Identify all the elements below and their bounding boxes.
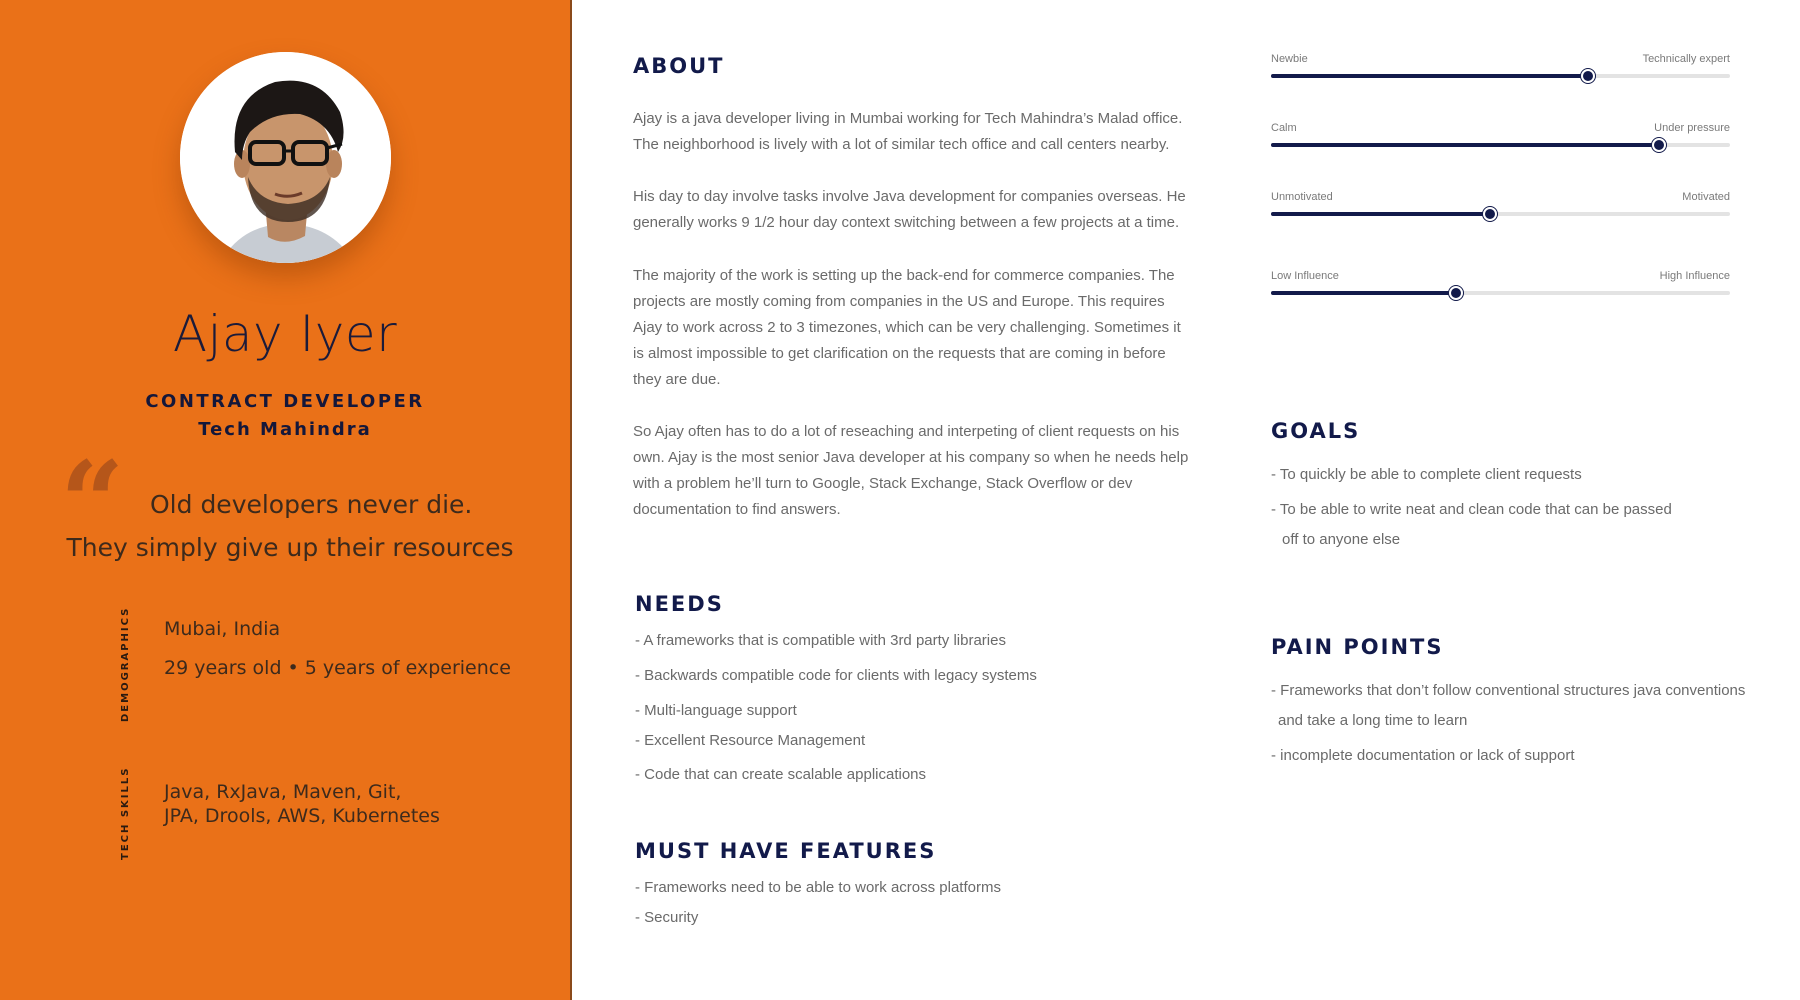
needs-heading: NEEDS xyxy=(635,592,724,616)
slider-left-label: Low Influence xyxy=(1271,270,1339,282)
goals-heading: GOALS xyxy=(1271,419,1361,443)
trait-slider-expertise xyxy=(1271,53,1730,93)
pain-points-item-1-line-2: and take a long time to learn xyxy=(1278,712,1468,729)
must-have-item-2: - Security xyxy=(635,909,699,926)
quote-line-1: Old developers never die. xyxy=(150,490,473,519)
persona-role: CONTRACT DEVELOPER xyxy=(145,391,425,412)
slider-left-label: Calm xyxy=(1271,122,1297,134)
must-have-heading: MUST HAVE FEATURES xyxy=(635,839,937,863)
goals-item-1: - To quickly be able to complete client requests xyxy=(1271,466,1582,483)
profile-panel xyxy=(0,0,570,1000)
trait-slider-influence xyxy=(1271,270,1730,310)
slider-right-label: Technically expert xyxy=(1642,53,1730,65)
slider-fill xyxy=(1271,291,1456,295)
about-paragraph-2: His day to day involve tasks involve Java development for companies overseas. He generally works 9 1/2 hour day context switching between a few projects at a time. xyxy=(633,188,1186,231)
slider-left-label: Newbie xyxy=(1271,53,1308,65)
slider-right-label: High Influence xyxy=(1659,270,1730,282)
needs-item-3: - Multi-language support xyxy=(635,702,797,719)
goals-item-2-line-1: - To be able to write neat and clean code that can be passed xyxy=(1271,501,1672,518)
slider-knob xyxy=(1449,286,1463,300)
quote-line-2: They simply give up their resources xyxy=(66,533,514,562)
pain-points-heading: PAIN POINTS xyxy=(1271,635,1444,659)
persona-name: Ajay Iyer xyxy=(172,305,398,363)
needs-item-1: - A frameworks that is compatible with 3rd party libraries xyxy=(635,632,1006,649)
tech-skills-line-1: Java, RxJava, Maven, Git, xyxy=(164,781,402,803)
slider-fill xyxy=(1271,212,1490,216)
slider-fill xyxy=(1271,74,1588,78)
tech-skills-label: TECH SKILLS xyxy=(120,766,131,860)
trait-slider-pressure xyxy=(1271,122,1730,162)
demographics-age-experience: 29 years old • 5 years of experience xyxy=(164,657,511,679)
about-paragraph-3: The majority of the work is setting up the back-end for commerce companies. The projects are mostly coming from companies in the US and Europe. This requires Ajay to work across 2 to 3 timezones, which can be very challenging. Sometimes it is almost impossible to get clarification on the requests that are coming in before they are due. xyxy=(633,267,1181,388)
pain-points-item-1-line-1: - Frameworks that don’t follow conventional structures java conventions xyxy=(1271,682,1746,699)
tech-skills-line-2: JPA, Drools, AWS, Kubernetes xyxy=(164,805,440,827)
slider-knob xyxy=(1652,138,1666,152)
slider-right-label: Under pressure xyxy=(1654,122,1730,134)
about-paragraph-4: So Ajay often has to do a lot of reseaching and interpeting of client requests on his own. Ajay is the most senior Java developer at his company so when he needs help with a problem he’ll turn to Google, Stack Exchange, Stack Overflow or dev documentation to find answers. xyxy=(633,423,1189,518)
about-heading: ABOUT xyxy=(633,54,725,78)
slider-knob xyxy=(1581,69,1595,83)
avatar xyxy=(180,52,391,263)
slider-fill xyxy=(1271,143,1659,147)
goals-item-2-line-2: off to anyone else xyxy=(1282,531,1401,548)
needs-item-4: - Excellent Resource Management xyxy=(635,732,866,749)
pain-points-item-2: - incomplete documentation or lack of support xyxy=(1271,747,1575,764)
needs-item-2: - Backwards compatible code for clients with legacy systems xyxy=(635,667,1037,684)
slider-right-label: Motivated xyxy=(1682,191,1730,203)
slider-left-label: Unmotivated xyxy=(1271,191,1333,203)
slider-knob xyxy=(1483,207,1497,221)
needs-item-5: - Code that can create scalable applications xyxy=(635,766,927,783)
demographics-location: Mubai, India xyxy=(164,618,281,640)
panel-divider xyxy=(570,0,572,1000)
must-have-item-1: - Frameworks need to be able to work across platforms xyxy=(635,879,1001,896)
quote-mark-icon: “ xyxy=(60,438,125,569)
trait-slider-motivation xyxy=(1271,191,1730,231)
persona-company: Tech Mahindra xyxy=(198,419,372,440)
demographics-label: DEMOGRAPHICS xyxy=(120,606,131,722)
avatar-portrait xyxy=(180,52,391,263)
about-paragraph-1: Ajay is a java developer living in Mumbai working for Tech Mahindra’s Malad office. The neighborhood is lively with a lot of similar tech office and call centers nearby. xyxy=(633,110,1183,153)
